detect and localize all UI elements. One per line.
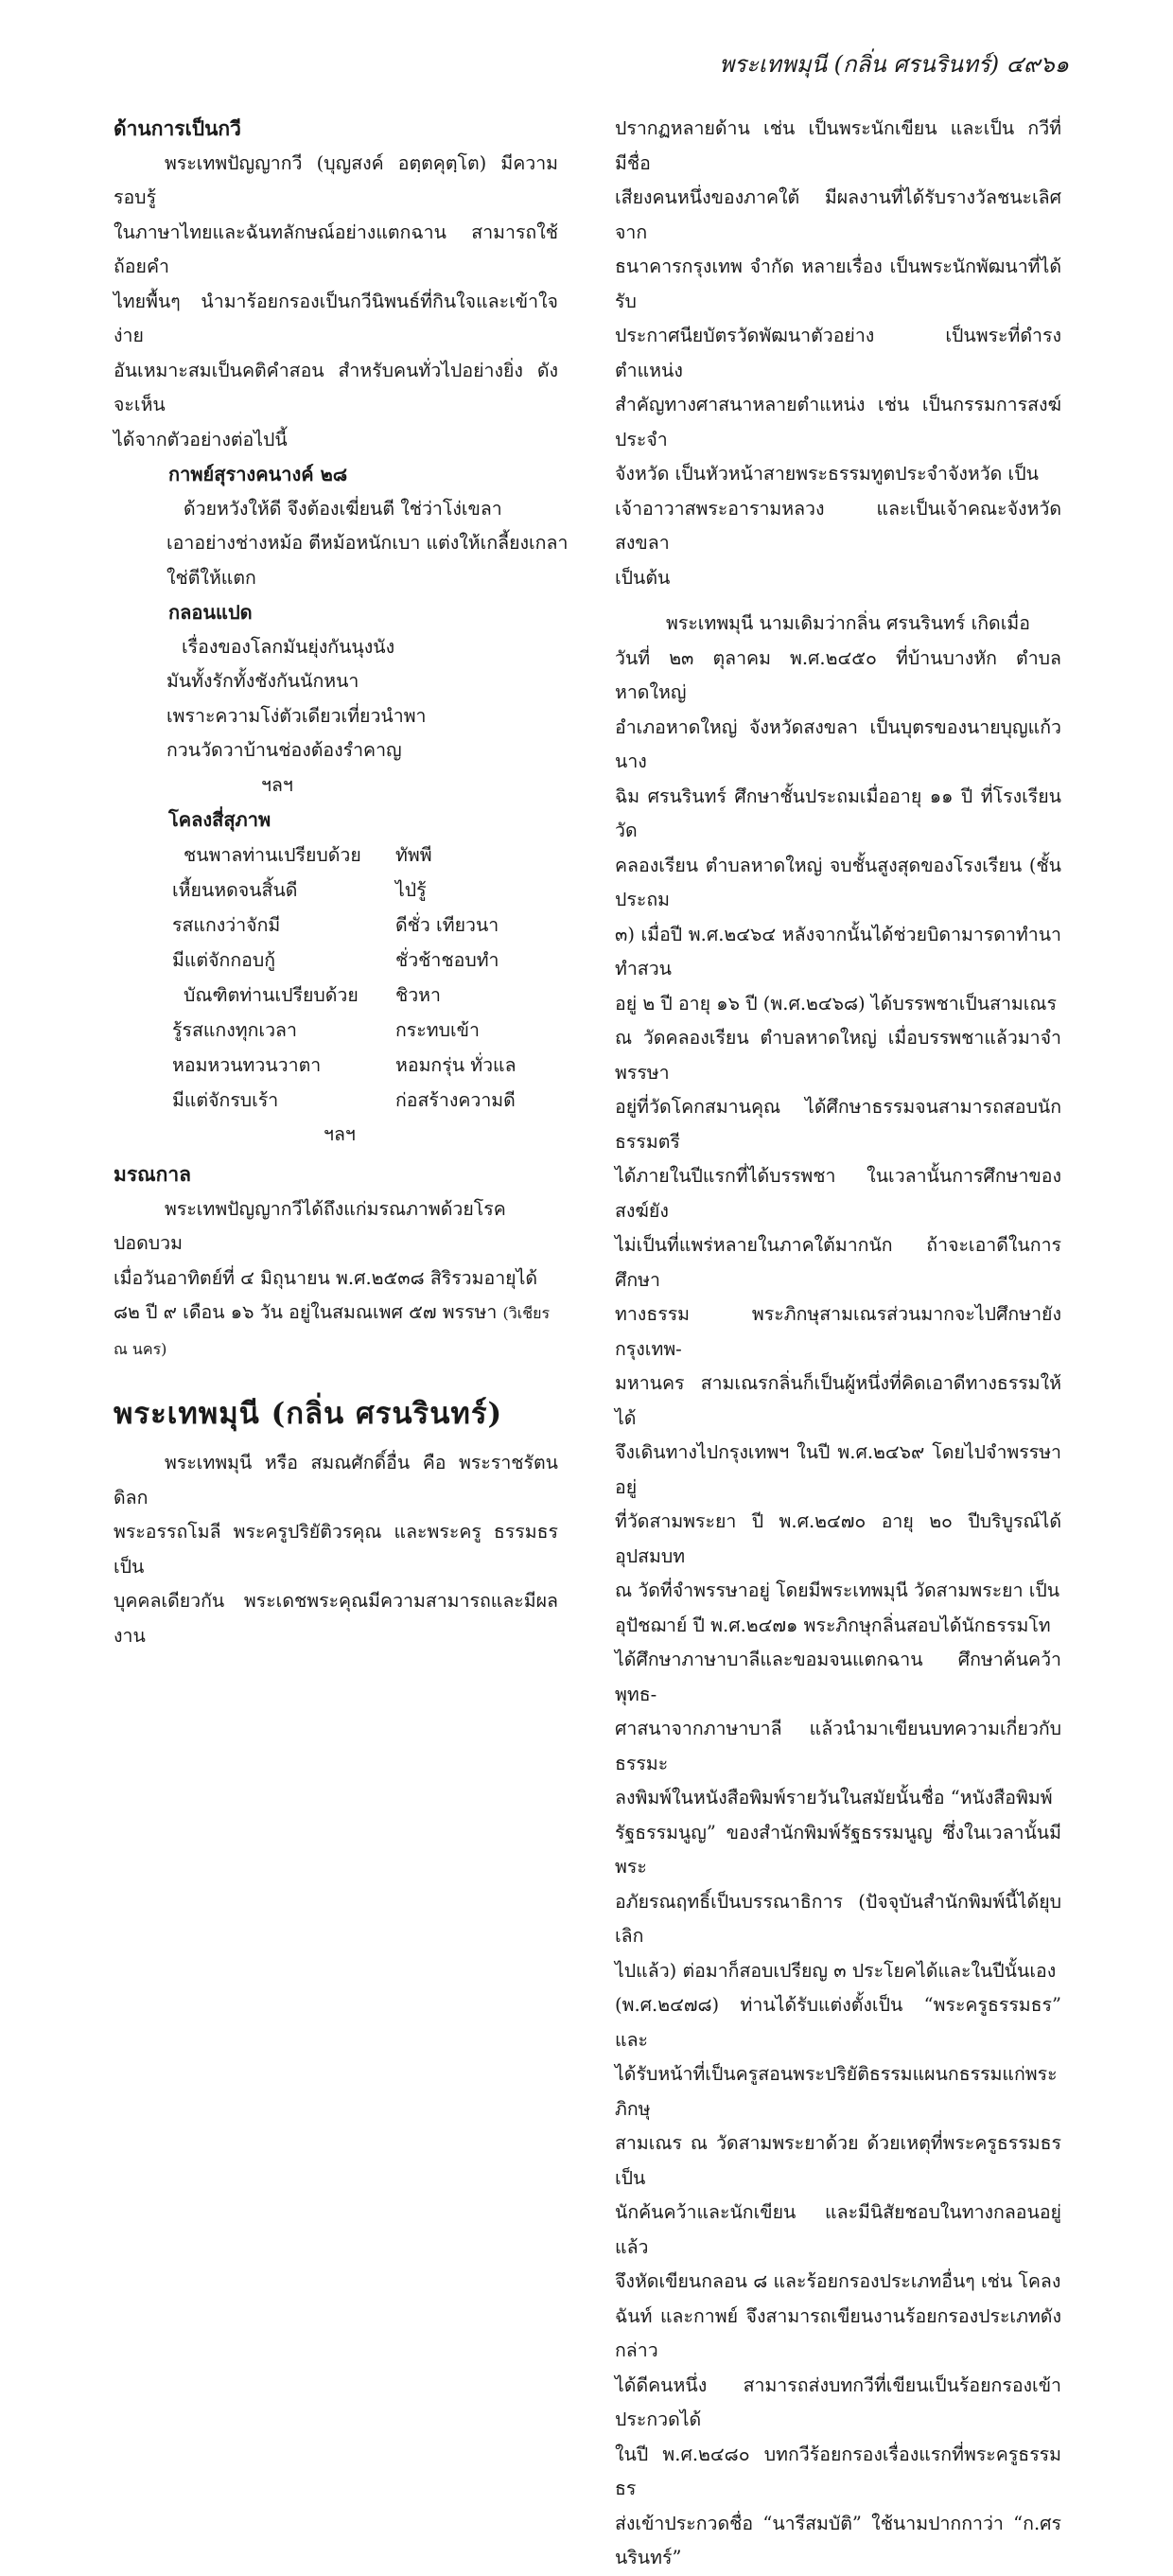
biography-paragraph: พระเทพมุนี นามเดิมว่ากลิ่น ศรนรินทร์ เกิดเมื่อ วันที่ ๒๓ ตุลาคม พ.ศ.๒๔๕๐ ที่บ้านบางหัก ตำบลหาดใหญ่ อำเภอหาดใหญ่ จังหวัดสงขลา เป็นบุตรของนายบุญแก้ว นาง ฉิม ศรนรินทร์ ศึกษาชั้นประถมเมื่ออายุ ๑๑ ปี ที่โรงเรียนวัด คลองเรียน ตำบลหาดใหญ่ จบชั้นสูงสุดของโรงเรียน (ชั้นประถม ๓) เมื่อปี พ.ศ.๒๔๖๔ หลังจากนั้นได้ช่วยบิดามารดาทำนาทำสวน อยู่ ๒ ปี อายุ ๑๖ ปี (พ.ศ.๒๔๖๘) ได้บรรพชาเป็นสามเณร ณ วัดคลองเรียน ตำบลหาดใหญ่ เมื่อบรรพชาแล้วมาจำพรรษา อยู่ที่วัดโคกสมานคุณ ได้ศึกษาธรรมจนสามารถสอบนักธรรมตรี ได้ภายในปีแรกที่ได้บรรพชา ในเวลานั้นการศึกษาของสงฆ์ยัง ไม่เป็นที่แพร่หลายในภาคใต้มากนัก ถ้าจะเอาดีในการศึกษา ทางธรรม พระภิกษุสามเณรส่วนมากจะไปศึกษายังกรุงเทพ- มหานคร สามเณรกลิ่นก็เป็นผู้หนึ่งที่คิดเอาดีทางธรรมให้ได้ จึงเดินทางไปกรุงเทพฯ ในปี พ.ศ.๒๔๖๙ โดยไปจำพรรษาอยู่ ที่วัดสามพระยา ปี พ.ศ.๒๔๗๐ อายุ ๒๐ ปีบริบูรณ์ได้อุปสมบท ณ วัดที่จำพรรษาอยู่ โดยมีพระเทพมุนี วัดสามพระยา เป็น อุปัชฌาย์ ปี พ.ศ.๒๔๗๑ พระภิกษุกลิ่นสอบได้นักธรรมโท ได้ศึกษาภาษาบาลีและขอมจนแตกฉาน ศึกษาค้นคว้าพุทธ- ศาสนาจากภาษาบาลี แล้วนำมาเขียนบทความเกี่ยวกับธรรมะ ลงพิมพ์ในหนังสือพิมพ์รายวันในสมัยนั้นชื่อ “หนังสือพิมพ์ รัฐธรรมนูญ” ของสำนักพิมพ์รัฐธรรมนูญ ซึ่งในเวลานั้นมีพระ อภัยรณฤทธิ์เป็นบรรณาธิการ (ปัจจุบันสำนักพิมพ์นี้ได้ยุบเลิก ไปแล้ว) ต่อมาก็สอบเปรียญ ๓ ประโยคได้และในปีนั้นเอง (พ.ศ.๒๔๗๘) ท่านได้รับแต่งตั้งเป็น “พระครูธรรมธร” และ ได้รับหน้าที่เป็นครูสอนพระปริยัติธรรมแผนกธรรมแก่พระภิกษุ สามเณร ณ วัดสามพระยาด้วย ด้วยเหตุที่พระครูธรรมธรเป็น นักค้นคว้าและนักเขียน และมีนิสัยชอบในทางกลอนอยู่แล้ว จึงหัดเขียนกลอน ๘ และร้อยกรองประเภทอื่นๆ เช่น โคลง ฉันท์ และกาพย์ จึงสามารถเขียนงานร้อยกรองประเภทดังกล่าว ได้ดีคนหนึ่ง สามารถส่งบทกวีที่เขียนเป็นร้อยกรองเข้าประกวดได้ ในปี พ.ศ.๒๔๘๐ บทกวีร้อยกรองเรื่องแรกที่พระครูธรรมธร ส่งเข้าประกวดชื่อ “นารีสมบัติ” ใช้นามปากกาว่า “ก.ศรนรินทร์” [615, 612, 1061, 2568]
death-paragraph: พระเทพปัญญากวีได้ถึงแก่มรณภาพด้วยโรคปอดบวม เมื่อวันอาทิตย์ที่ ๔ มิถุนายน พ.ศ.๒๕๓๘ สิริรวมอายุได้ ๘๒ ปี ๙ เดือน ๑๖ วัน อยู่ในสมณเพศ ๕๗ พรรษา (วิเชียร ณ นคร) [114, 1197, 551, 1358]
khlong-title: โคลงสี่สุภาพ [168, 808, 271, 831]
klon-title: กลอนแปด [168, 601, 253, 624]
left-column [114, 112, 569, 1653]
etc-mark: ฯลฯ [324, 1122, 356, 1145]
death-heading: มรณกาล [114, 1162, 191, 1186]
kap-verse: ด้วยหวังให้ดี จึงต้องเฆี่ยนตี ใช่ว่าโง่เขลา เอาอย่างช่างหม้อ ตีหม้อหนักเบา แต่งให้เกลี้ยงเกลา ใช่ตีให้แตก [166, 497, 569, 589]
klon-verse: เรื่องของโลกมันยุ่งกันนุงนัง มันทั้งรักทั้งชังกันนักหนา เพราะความโง่ตัวเดียวเที่ยวนำพา กวนวัดวาบ้านช่องต้องรำคาญ ฯลฯ [166, 630, 558, 803]
right-column [615, 112, 1061, 2576]
etc-mark: ฯลฯ [261, 773, 293, 796]
continuation-paragraph: ปรากฏหลายด้าน เช่น เป็นพระนักเขียน และเป็น กวีที่มีชื่อ เสียงคนหนึ่งของภาคใต้ มีผลงานที่ได้รับรางวัลชนะเลิศจาก ธนาคารกรุงเทพ จำกัด หลายเรื่อง เป็นพระนักพัฒนาที่ได้รับ ประกาศนียบัตรวัดพัฒนาตัวอย่าง เป็นพระที่ดำรงตำแหน่ง สำคัญทางศาสนาหลายตำแหน่ง เช่น เป็นกรรมการสงฆ์ประจำ จังหวัด เป็นหัวหน้าสายพระธรรมทูตประจำจังหวัด เป็น เจ้าอาวาสพระอารามหลวง และเป็นเจ้าคณะจังหวัดสงขลา เป็นต้น [615, 117, 1061, 589]
running-head: พระเทพมุนี (กลิ่น ศรนรินทร์) ๔๙๖๑ [719, 51, 1069, 78]
poet-paragraph: พระเทพปัญญากวี (บุญสงค์ อตฺตคุตฺโต) มีความรอบรู้ ในภาษาไทยและฉันทลักษณ์อย่างแตกฉาน สามารถใช้ถ้อยคำ ไทยพื้นๆ นำมาร้อยกรองเป็นกวีนิพนธ์ที่กินใจและเข้าใจง่าย อันเหมาะสมเป็นคติคำสอน สำหรับคนทั่วไปอย่างยิ่ง ดังจะเห็น ได้จากตัวอย่างต่อไปนี้ [114, 151, 558, 450]
kap-title: กาพย์สุรางคนางค์ ๒๘ [168, 463, 348, 485]
poet-heading: ด้านการเป็นกวี [114, 116, 241, 140]
khlong-verse: ชนพาลท่านเปรียบด้วย ทัพพี เหี้ยนหดจนสิ้นดี ไป่รู้ รสแกงว่าจักมี ดีชั่ว เทียวนา มีแต่จักกอบกู้ ชั่วช้าชอบทำ บัณฑิตท่านเปรียบด้วย ชิวหา รู้รสแกงทุกเวลา กระทบเข้า หอมหวนทวนวาตา หอมกรุ่น ทั่วแล มีแต่จักรบเร้า ก่อสร้างความดี [172, 843, 516, 1111]
article-title: พระเทพมุนี (กลิ่น ศรนรินทร์) [114, 1397, 503, 1431]
intro-paragraph: พระเทพมุนี หรือ สมณศักดิ์อื่น คือ พระราชรัตนดิลก พระอรรถโมลี พระครูปริยัติวรคุณ และพระครู ธรรมธร เป็น บุคคลเดียวกัน พระเดชพระคุณมีความสามารถและมีผลงาน [114, 1452, 558, 1647]
